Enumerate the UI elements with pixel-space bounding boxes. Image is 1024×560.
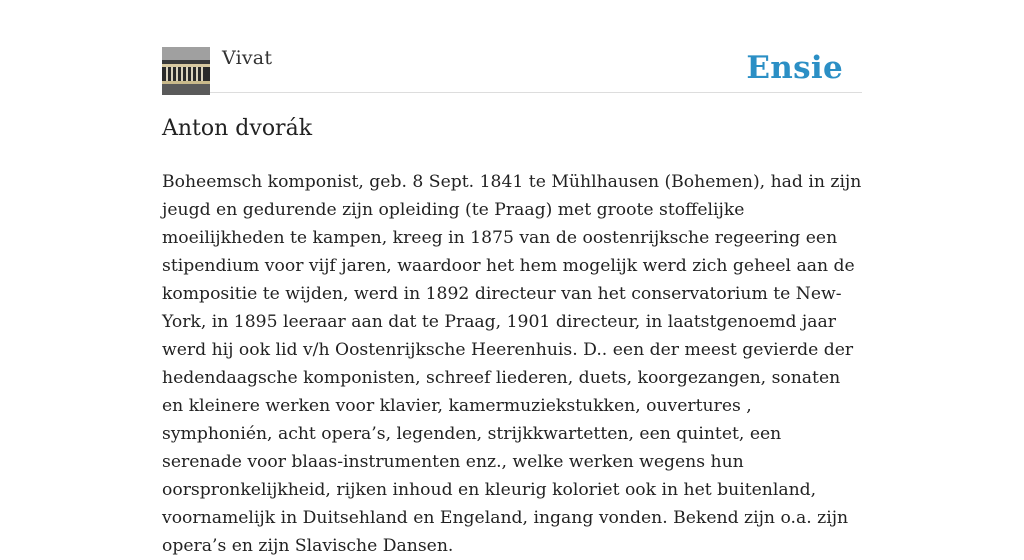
author-name[interactable]: Vivat — [222, 47, 273, 69]
brand-logo[interactable]: Ensie — [746, 50, 843, 86]
books-icon — [162, 47, 210, 95]
avatar[interactable] — [162, 47, 210, 95]
article-title: Anton dvorák — [162, 116, 313, 141]
article-body: Boheemsch komponist, geb. 8 Sept. 1841 te Mühlhausen (Bohemen), had in zijn jeugd en gedurende zijn opleiding (te Praag) met groote stoffelijke moeilijkheden te kampen, kreeg in 1875 van de oostenrijksche regeering een stipendium voor vijf jaren, waardoor het hem mogelijk werd zich geheel aan de kompositie te wijden, werd in 1892 directeur van het conservatorium te New-York, in 1895 leeraar aan dat te Praag, 1901 directeur, in laatstgenoemd jaar werd hij ook lid v/h Oostenrijksche Heerenhuis. D.. een der meest gevierde der hedendaagsche komponisten, schreef liederen, duets, koorgezangen, sonaten en kleinere werken voor klavier, kamermuziekstukken, ouvertures , symphonién, acht opera’s, legenden, strijkkwartetten, een quintet, een serenade voor blaas-instrumenten enz., welke werken wegens hun oorspronkelijkheid, rijken inhoud en kleurig koloriet ook in het buitenland, voornamelijk in Duitsehland en Engeland, ingang vonden. Bekend zijn o.a. zijn opera’s en zijn Slavische Dansen. — [162, 172, 862, 556]
header — [162, 46, 862, 93]
